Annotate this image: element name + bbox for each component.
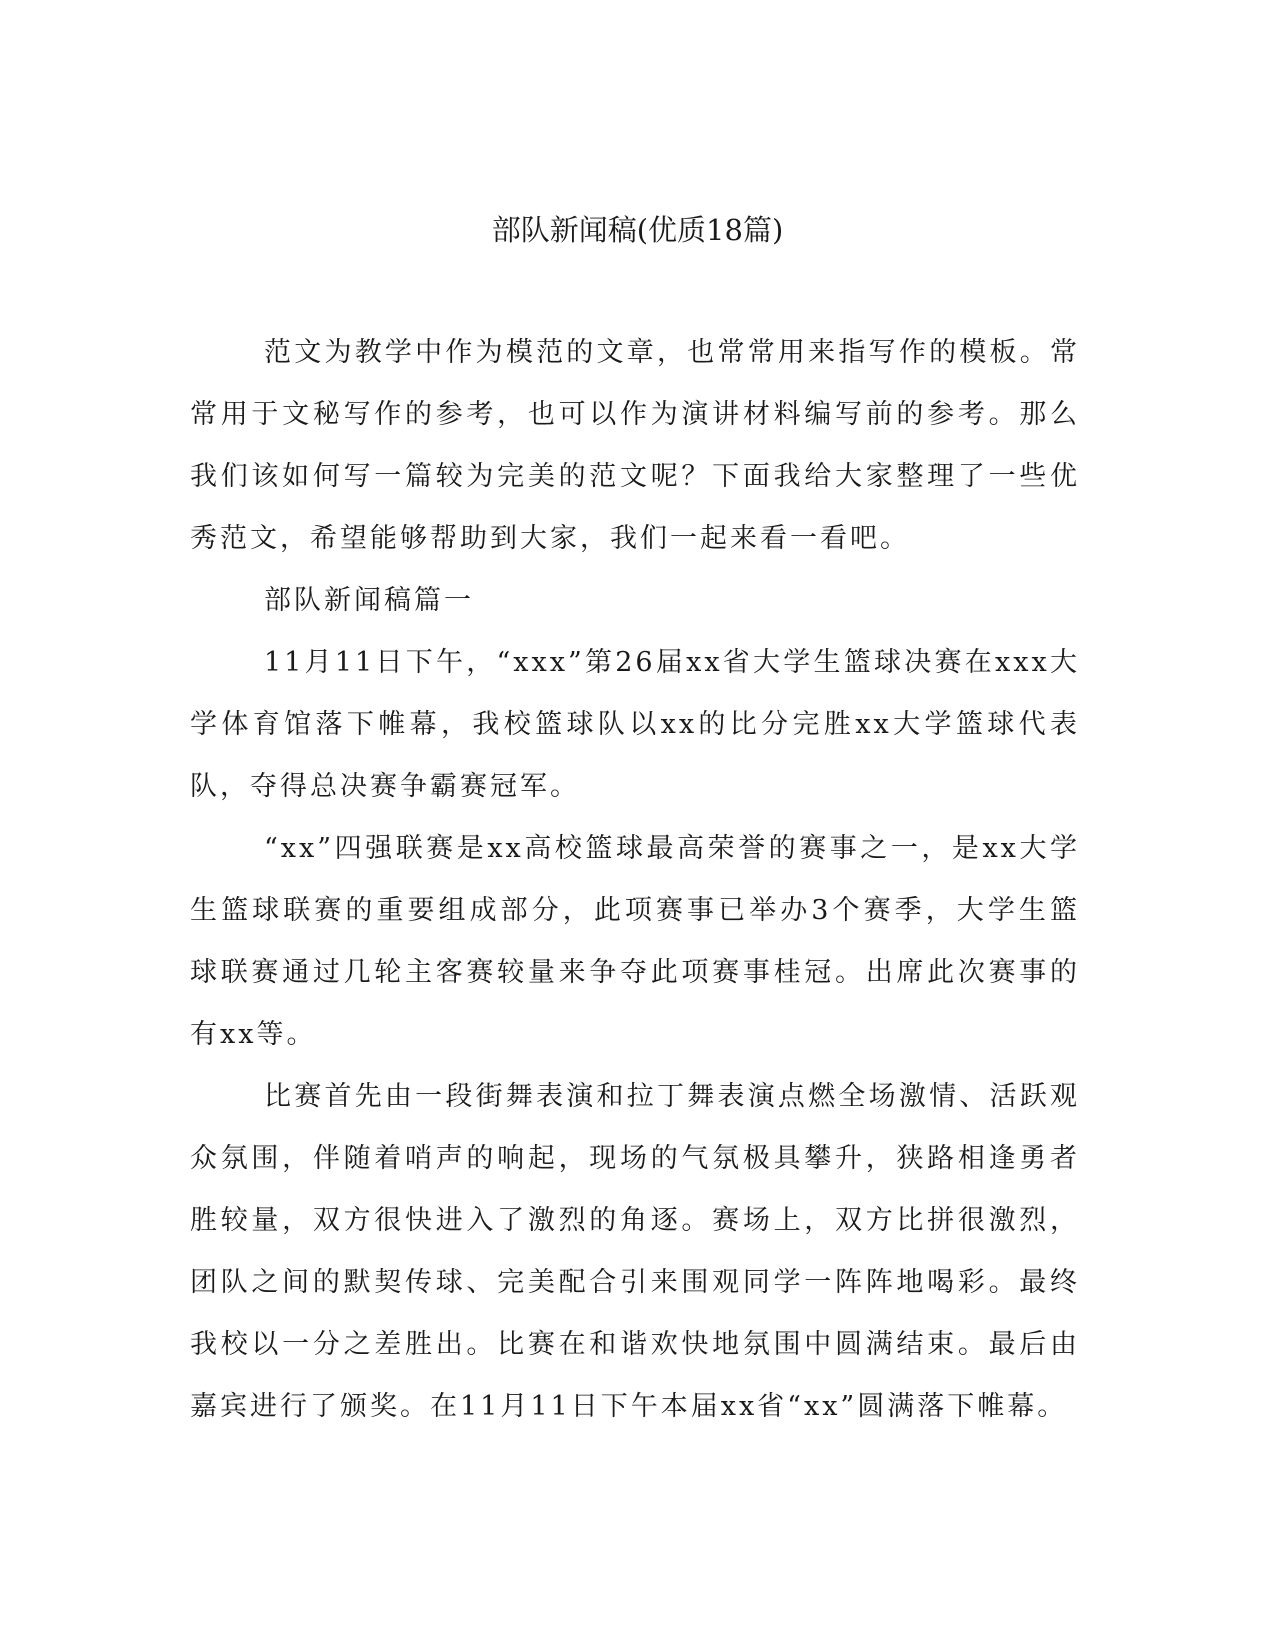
document-body (190, 322, 1080, 1438)
body-paragraph: “xx”四强联赛是xx高校篮球最高荣誉的赛事之一，是xx大学生篮球联赛的重要组成部分，此项赛事已举办3个赛季，大学生篮球联赛通过几轮主客赛较量来争夺此项赛事桂冠。出席此次赛事的有xx等。 (190, 833, 1080, 1050)
body-paragraph: 11月11日下午，“xxx”第26届xx省大学生篮球决赛在xxx大学体育馆落下帷幕，我校篮球队以xx的比分完胜xx大学篮球代表队，夺得总决赛争霸赛冠军。 (190, 647, 1080, 802)
body-paragraph: 比赛首先由一段街舞表演和拉丁舞表演点燃全场激情、活跃观众氛围，伴随着哨声的响起，现场的气氛极具攀升，狭路相逢勇者胜较量，双方很快进入了激烈的角逐。赛场上，双方比拼很激烈，团队之间的默契传球、完美配合引来围观同学一阵阵地喝彩。最终我校以一分之差胜出。比赛在和谐欢快地氛围中圆满结束。最后由嘉宾进行了颁奖。在11月11日下午本届xx省“xx”圆满落下帷幕。 (190, 1081, 1080, 1422)
document-title: 部队新闻稿(优质18篇) (491, 213, 784, 247)
intro-paragraph: 范文为教学中作为模范的文章，也常常用来指写作的模板。常常用于文秘写作的参考，也可以作为演讲材料编写前的参考。那么我们该如何写一篇较为完美的范文呢？下面我给大家整理了一些优秀范文，希望能够帮助到大家，我们一起来看一看吧。 (190, 337, 1080, 554)
section-heading: 部队新闻稿篇一 (264, 585, 474, 616)
